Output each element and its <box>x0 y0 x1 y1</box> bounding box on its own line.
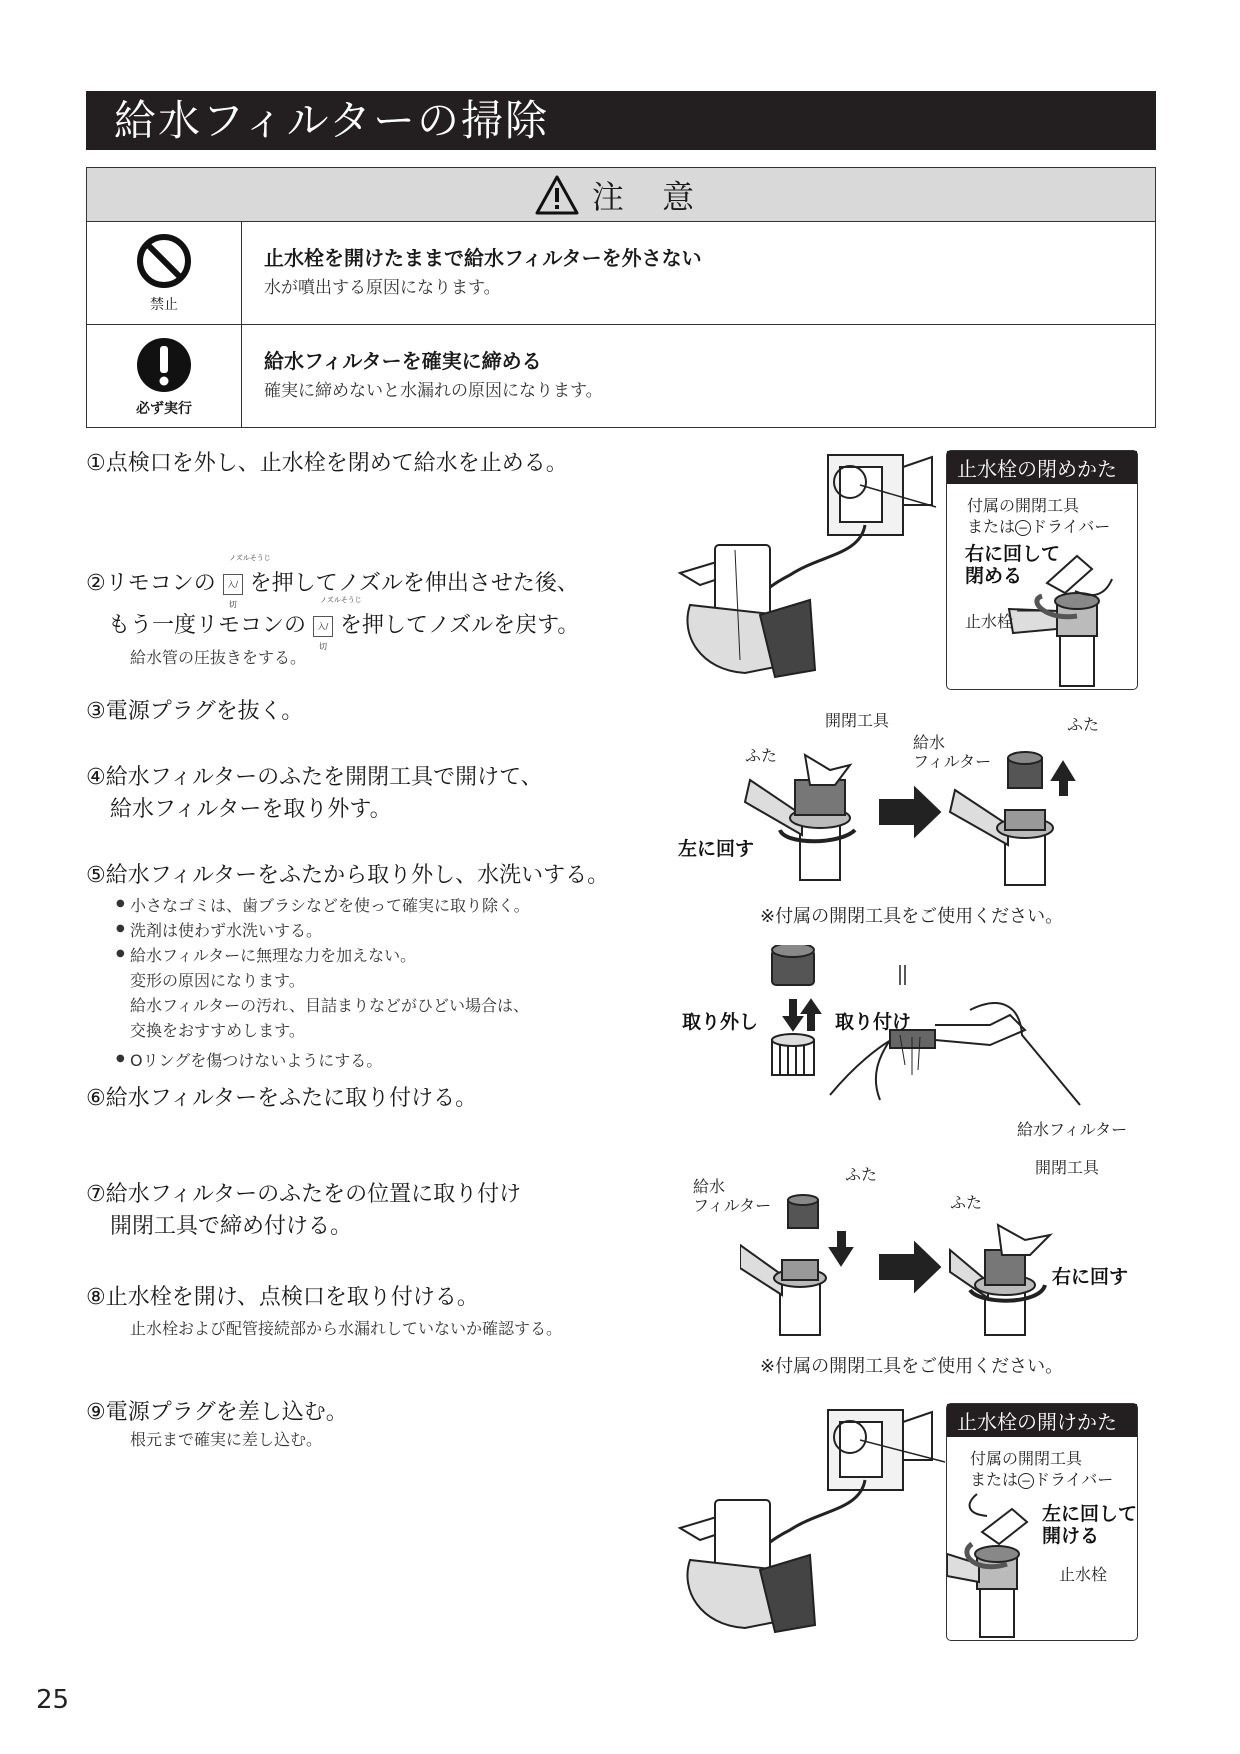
remove-tool-label: 開閉工具 <box>825 711 890 730</box>
remove-filter-label: 給水 フィルター <box>913 733 992 772</box>
step-7-line1: ⑦給水フィルターのふたをの位置に取り付け <box>86 1182 522 1207</box>
open-action-label: 左に回して 開ける <box>1042 1503 1138 1547</box>
caution-box <box>86 167 1156 428</box>
install-lid-label: ふた <box>950 1193 983 1212</box>
nozzle-clean-button-icon: 入/切 <box>223 574 243 595</box>
toilet-valve-open-illustration <box>660 1400 950 1650</box>
install-lid-label: ふた <box>845 1165 878 1184</box>
valve-close-title: 止水栓の閉めかた <box>947 451 1137 484</box>
caution-header <box>87 168 1155 222</box>
install-filter-label: 給水 フィルター <box>693 1177 772 1216</box>
step-8: ⑧止水栓を開け、点検口を取り付ける。 <box>86 1285 479 1310</box>
tool-note: ※付属の開閉工具をご使用ください。 <box>760 906 1064 927</box>
warning-triangle-icon <box>534 174 580 216</box>
step-8-note: 止水栓および配管接続部から水漏れしていないか確認する。 <box>130 1319 563 1338</box>
close-action-label: 右に回して 閉める <box>965 543 1061 587</box>
prohibited-label: 禁止 <box>150 297 178 313</box>
step-7-line2: 開閉工具で締め付ける。 <box>110 1214 353 1239</box>
step-5-bullet: ● 給水フィルターに無理な力を加えない。 <box>130 943 416 966</box>
remove-lid-label: ふた <box>1067 715 1100 734</box>
remote-ruby: ノズルそうじ <box>320 596 362 604</box>
page-number: 25 <box>36 1685 70 1715</box>
turn-left-label: 左に回す <box>678 838 755 860</box>
valve-open-title: 止水栓の開けかた <box>947 1404 1137 1437</box>
step-2-line1: ②リモコンの 入/切 を押してノズルを伸出させた後、 <box>86 571 579 609</box>
caution-title: 注 意 <box>591 177 709 216</box>
tool-alt-label: または − ドライバー <box>970 1470 1114 1489</box>
step-5-subline: 給水フィルターの汚れ、目詰まりなどがひどい場合は、 <box>130 996 530 1015</box>
step-5-bullet: ● Oリングを傷つけないようにする。 <box>130 1048 382 1071</box>
step-9: ⑨電源プラグを差し込む。 <box>86 1400 348 1425</box>
valve-close-box <box>946 450 1138 690</box>
valve-label: 止水栓 <box>965 612 1014 631</box>
tool-label: 付属の開閉工具 <box>967 496 1080 515</box>
remove-label: 取り外し <box>682 1011 759 1033</box>
caution-item <box>87 222 1155 324</box>
step-9-note: 根元まで確実に差し込む。 <box>130 1430 323 1449</box>
step-4-line1: ④給水フィルターのふたを開閉工具で開けて、 <box>86 765 543 790</box>
caution-item <box>87 324 1155 428</box>
step-5-subline: 交換をおすすめします。 <box>130 1021 305 1040</box>
caution-heading: 給水フィルターを確実に締める <box>264 349 542 373</box>
nozzle-clean-button-icon: 入/切 <box>313 616 333 637</box>
remove-lid-label: ふた <box>745 746 778 765</box>
step-2-line2: もう一度リモコンの 入/切 を押してノズルを戻す。 <box>108 613 580 651</box>
valve-open-box <box>946 1403 1138 1641</box>
step-5-bullet: ● 洗剤は使わず水洗いする。 <box>130 918 322 941</box>
step-1: ①点検口を外し、止水栓を閉めて給水を止める。 <box>86 451 568 476</box>
step-6: ⑥給水フィルターをふたに取り付ける。 <box>86 1086 478 1111</box>
step-5: ⑤給水フィルターをふたから取り外し、水洗いする。 <box>86 863 610 888</box>
step-2-note: 給水管の圧抜きをする。 <box>130 648 307 667</box>
page-title: 給水フィルターの掃除 <box>86 91 1156 150</box>
prohibited-icon <box>135 232 193 290</box>
step-5-subline: 変形の原因になります。 <box>130 971 305 990</box>
valve-label: 止水栓 <box>1059 1565 1108 1584</box>
step-5-bullet: ● 小さなゴミは、歯ブラシなどを使って確実に取り除く。 <box>130 893 530 916</box>
minus-screwdriver-icon: − <box>1015 520 1031 536</box>
step-3: ③電源プラグを抜く。 <box>86 699 304 724</box>
mandatory-label: 必ず実行 <box>136 400 192 417</box>
tool-alt-label: または − ドライバー <box>967 517 1111 536</box>
step-4-line2: 給水フィルターを取り外す。 <box>110 797 392 822</box>
wash-filter-label: 給水フィルター <box>1017 1120 1128 1139</box>
caution-heading: 止水栓を開けたままで給水フィルターを外さない <box>264 246 702 270</box>
tool-note: ※付属の開閉工具をご使用ください。 <box>760 1356 1064 1377</box>
filter-install-illustration <box>740 1190 1140 1340</box>
filter-wash-illustration <box>760 945 1140 1115</box>
attach-label: 取り付け <box>835 1011 912 1033</box>
tool-label: 付属の開閉工具 <box>970 1449 1083 1468</box>
install-tool-label: 開閉工具 <box>1035 1158 1100 1177</box>
caution-text: 水が噴出する原因になります。 <box>264 278 501 298</box>
minus-screwdriver-icon: − <box>1018 1473 1034 1489</box>
turn-right-label: 右に回す <box>1052 1266 1129 1288</box>
mandatory-action-icon <box>135 336 193 394</box>
caution-text: 確実に締めないと水漏れの原因になります。 <box>264 381 603 401</box>
remote-ruby: ノズルそうじ <box>229 554 271 562</box>
